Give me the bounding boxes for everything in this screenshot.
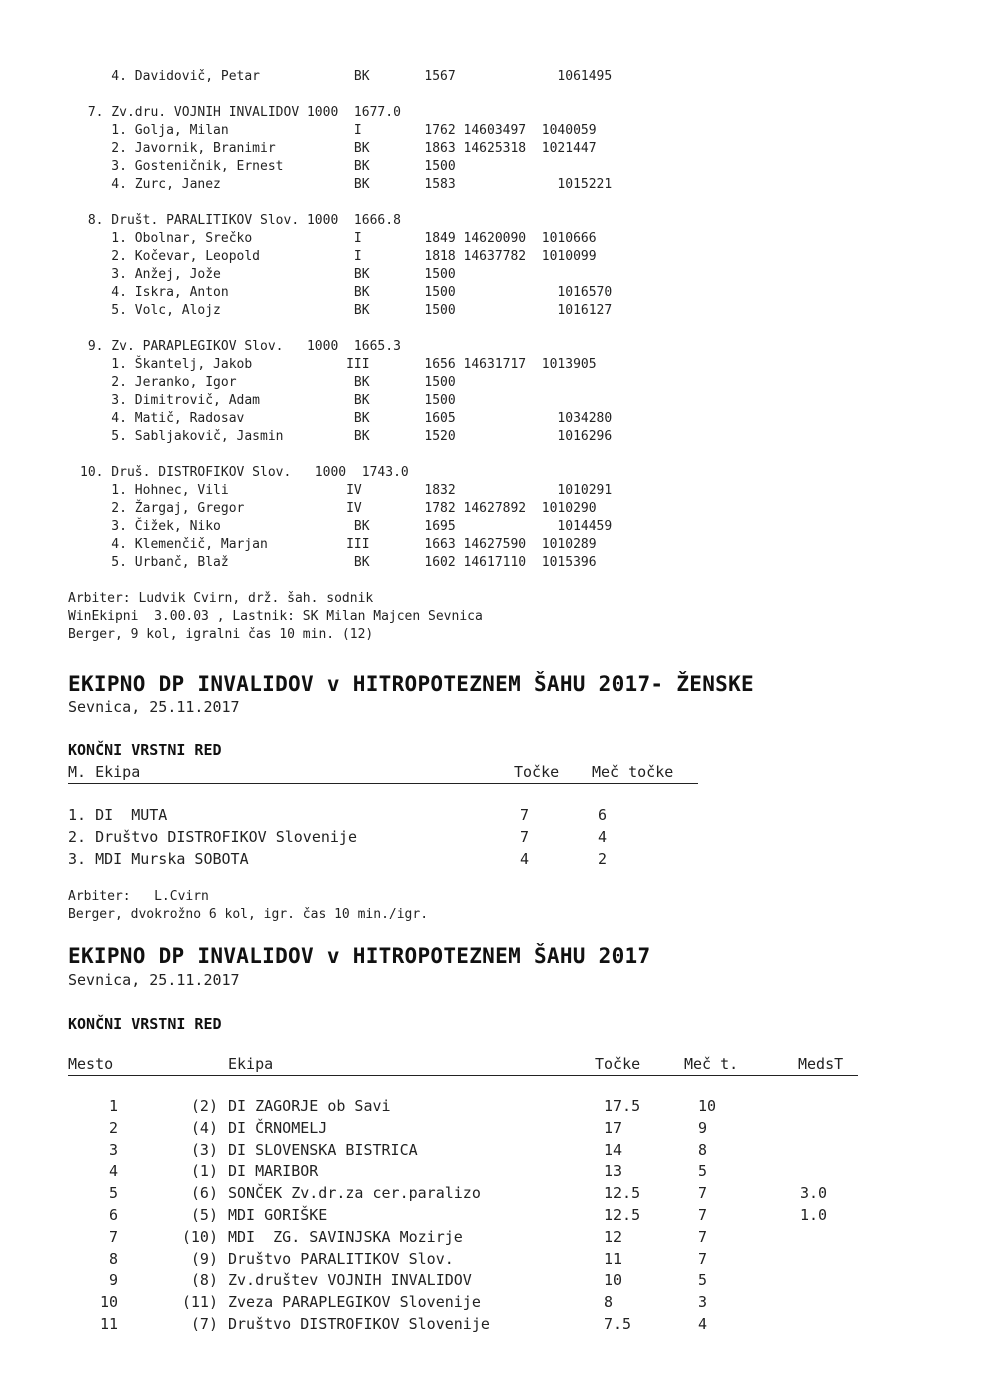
men-col-points: Točke xyxy=(595,1055,641,1073)
roster-line: 3. Čižek, Niko BK 1695 1014459 xyxy=(80,519,613,534)
roster-line: 2. Javornik, Branimir BK 1863 14625318 1021447 xyxy=(80,141,597,156)
women-points-cell: 7 xyxy=(520,828,530,846)
roster-line: 3. Anžej, Jože BK 1500 xyxy=(80,267,456,282)
women-points-cell: 7 xyxy=(520,806,530,824)
men-team-cell: SONČEK Zv.dr.za cer.paralizo xyxy=(228,1184,481,1203)
roster-line xyxy=(80,446,612,464)
men-match-cell: 9 xyxy=(698,1118,708,1137)
roster-line: 2. Jeranko, Igor BK 1500 xyxy=(80,375,456,390)
roster-line: 2. Kočevar, Leopold I 1818 14637782 1010099 xyxy=(80,249,597,264)
roster-line: 5. Sabljakovič, Jasmin BK 1520 1016296 xyxy=(80,429,613,444)
men-match-cell: 3 xyxy=(698,1293,708,1312)
women-table-body xyxy=(68,806,708,876)
men-team-cell: DI ČRNOMELJ xyxy=(228,1118,328,1137)
men-section-heading: KONČNI VRSTNI RED xyxy=(68,1015,222,1033)
men-team-cell: Zveza PARAPLEGIKOV Slovenije xyxy=(228,1293,481,1312)
table-row xyxy=(68,1097,868,1119)
roster-line: 7. Zv.dru. VOJNIH INVALIDOV 1000 1677.0 xyxy=(80,105,401,120)
men-team-cell: Društvo DISTROFIKOV Slovenije xyxy=(228,1315,490,1333)
roster-line xyxy=(80,320,612,338)
men-points-cell: 17 xyxy=(604,1118,623,1137)
women-col-match: Meč točke xyxy=(592,763,674,781)
men-place-cell: 1 xyxy=(108,1097,118,1115)
men-points-cell: 7.5 xyxy=(604,1315,632,1333)
men-points-cell: 17.5 xyxy=(604,1097,641,1115)
men-col-meds: MedsT xyxy=(798,1055,844,1073)
men-col-match: Meč t. xyxy=(684,1055,739,1073)
roster-line: 4. Iskra, Anton BK 1500 1016570 xyxy=(80,285,613,300)
men-match-cell: 7 xyxy=(698,1184,708,1203)
roster-line: 1. Škantelj, Jakob III 1656 14631717 1013905 xyxy=(80,357,597,372)
men-match-cell: 7 xyxy=(698,1249,708,1268)
men-team-cell: DI MARIBOR xyxy=(228,1162,319,1181)
roster-line: 4. Zurc, Janez BK 1583 1015221 xyxy=(80,177,613,192)
table-row xyxy=(68,1184,868,1206)
men-place-cell: 10 xyxy=(99,1293,118,1312)
women-section-heading: KONČNI VRSTNI RED xyxy=(68,741,222,759)
table-row xyxy=(68,1206,868,1228)
men-seed-cell: (10) xyxy=(181,1227,218,1246)
men-place-cell: 9 xyxy=(108,1271,118,1290)
men-col-place: Mesto xyxy=(68,1055,114,1073)
table-row xyxy=(68,1271,868,1293)
men-team-cell: Zv.društev VOJNIH INVALIDOV xyxy=(228,1271,472,1290)
women-subtitle: Sevnica, 25.11.2017 xyxy=(68,698,240,716)
women-col-team: M. Ekipa xyxy=(68,763,141,781)
men-match-cell: 7 xyxy=(698,1227,708,1246)
roster-line: 4. Matič, Radosav BK 1605 1034280 xyxy=(80,411,613,426)
roster-line xyxy=(80,194,612,212)
table-row xyxy=(68,1228,868,1250)
men-points-cell: 14 xyxy=(604,1140,623,1159)
men-meds-cell: 3.0 xyxy=(800,1184,828,1203)
roster-line: 1. Hohnec, Vili IV 1832 1010291 xyxy=(80,483,613,498)
roster-line: 1. Golja, Milan I 1762 14603497 1040059 xyxy=(80,123,597,138)
men-match-cell: 7 xyxy=(698,1206,708,1224)
men-col-team: Ekipa xyxy=(228,1055,274,1073)
women-footer-line: Arbiter: L.Cvirn xyxy=(68,889,209,904)
table-row xyxy=(68,806,708,828)
table-row xyxy=(68,1119,868,1141)
men-place-cell: 11 xyxy=(99,1315,118,1333)
roster-line: 5. Urbanč, Blaž BK 1602 14617110 1015396 xyxy=(80,555,597,570)
table-row xyxy=(68,850,708,872)
men-seed-cell: (2) xyxy=(190,1097,218,1115)
men-place-cell: 7 xyxy=(108,1227,118,1246)
roster-line: 5. Volc, Alojz BK 1500 1016127 xyxy=(80,303,613,318)
men-table-body xyxy=(68,1097,868,1337)
men-match-cell: 5 xyxy=(698,1162,708,1181)
women-title: EKIPNO DP INVALIDOV v HITROPOTEZNEM ŠAHU 2017- ŽENSKE xyxy=(68,672,754,696)
men-seed-cell: (3) xyxy=(190,1140,218,1159)
roster-footer-line: Berger, 9 kol, igralni čas 10 min. (12) xyxy=(68,627,374,642)
roster-line: 2. Žargaj, Gregor IV 1782 14627892 1010290 xyxy=(80,501,597,516)
men-match-cell: 5 xyxy=(698,1271,708,1290)
men-seed-cell: (1) xyxy=(190,1162,218,1181)
men-subtitle: Sevnica, 25.11.2017 xyxy=(68,971,240,989)
roster-footer-line: WinEkipni 3.00.03 , Lastnik: SK Milan Majcen Sevnica xyxy=(68,609,483,624)
women-col-points: Točke xyxy=(514,763,560,781)
men-match-cell: 4 xyxy=(698,1315,708,1333)
roster-line xyxy=(80,86,612,104)
men-seed-cell: (6) xyxy=(190,1184,218,1203)
table-row xyxy=(68,1315,868,1337)
men-seed-cell: (8) xyxy=(190,1271,218,1290)
women-team-cell: 2. Društvo DISTROFIKOV Slovenije xyxy=(68,828,357,846)
women-table-header xyxy=(68,763,698,784)
men-meds-cell: 1.0 xyxy=(800,1206,828,1224)
men-points-cell: 12.5 xyxy=(604,1206,641,1224)
table-row xyxy=(68,1250,868,1272)
men-points-cell: 11 xyxy=(604,1249,623,1268)
team-roster-block xyxy=(80,68,612,572)
women-match-cell: 4 xyxy=(598,828,608,846)
men-match-cell: 8 xyxy=(698,1140,708,1159)
table-row xyxy=(68,828,708,850)
men-points-cell: 10 xyxy=(604,1271,623,1290)
men-team-cell: MDI GORIŠKE xyxy=(228,1206,328,1224)
women-footer xyxy=(68,888,428,924)
table-row xyxy=(68,1293,868,1315)
roster-line: 3. Dimitrovič, Adam BK 1500 xyxy=(80,393,456,408)
men-place-cell: 2 xyxy=(108,1118,118,1137)
men-seed-cell: (7) xyxy=(190,1315,218,1333)
men-place-cell: 3 xyxy=(108,1140,118,1159)
men-seed-cell: (9) xyxy=(190,1249,218,1268)
roster-line: 4. Klemenčič, Marjan III 1663 14627590 1010289 xyxy=(80,537,597,552)
men-title: EKIPNO DP INVALIDOV v HITROPOTEZNEM ŠAHU 2017 xyxy=(68,944,651,968)
men-place-cell: 8 xyxy=(108,1249,118,1268)
women-team-cell: 3. MDI Murska SOBOTA xyxy=(68,850,249,868)
men-points-cell: 12 xyxy=(604,1227,623,1246)
roster-line: 1. Obolnar, Srečko I 1849 14620090 1010666 xyxy=(80,231,597,246)
table-row xyxy=(68,1162,868,1184)
women-team-cell: 1. DI MUTA xyxy=(68,806,168,824)
roster-line: 10. Druš. DISTROFIKOV Slov. 1000 1743.0 xyxy=(80,465,409,480)
men-team-cell: DI SLOVENSKA BISTRICA xyxy=(228,1140,418,1159)
roster-footer-line: Arbiter: Ludvik Cvirn, drž. šah. sodnik xyxy=(68,591,374,606)
men-points-cell: 13 xyxy=(604,1162,623,1181)
roster-line: 4. Davidovič, Petar BK 1567 1061495 xyxy=(80,69,613,84)
roster-line: 9. Zv. PARAPLEGIKOV Slov. 1000 1665.3 xyxy=(80,339,401,354)
women-footer-line: Berger, dvokrožno 6 kol, igr. čas 10 min./igr. xyxy=(68,907,429,922)
men-table-header xyxy=(68,1055,858,1076)
men-team-cell: DI ZAGORJE ob Savi xyxy=(228,1097,391,1115)
men-place-cell: 6 xyxy=(108,1206,118,1224)
men-team-cell: MDI ZG. SAVINJSKA Mozirje xyxy=(228,1227,463,1246)
roster-footer xyxy=(68,590,483,644)
men-place-cell: 5 xyxy=(108,1184,118,1203)
men-seed-cell: (4) xyxy=(190,1118,218,1137)
roster-line: 3. Gosteničnik, Ernest BK 1500 xyxy=(80,159,456,174)
men-seed-cell: (11) xyxy=(181,1293,218,1312)
women-match-cell: 6 xyxy=(598,806,608,824)
men-place-cell: 4 xyxy=(108,1162,118,1181)
men-points-cell: 12.5 xyxy=(604,1184,641,1203)
women-points-cell: 4 xyxy=(520,850,530,868)
men-points-cell: 8 xyxy=(604,1293,614,1312)
table-row xyxy=(68,1141,868,1163)
women-match-cell: 2 xyxy=(598,850,608,868)
men-match-cell: 10 xyxy=(698,1097,717,1115)
men-team-cell: Društvo PARALITIKOV Slov. xyxy=(228,1249,454,1268)
roster-line: 8. Društ. PARALITIKOV Slov. 1000 1666.8 xyxy=(80,213,401,228)
men-seed-cell: (5) xyxy=(190,1206,218,1224)
